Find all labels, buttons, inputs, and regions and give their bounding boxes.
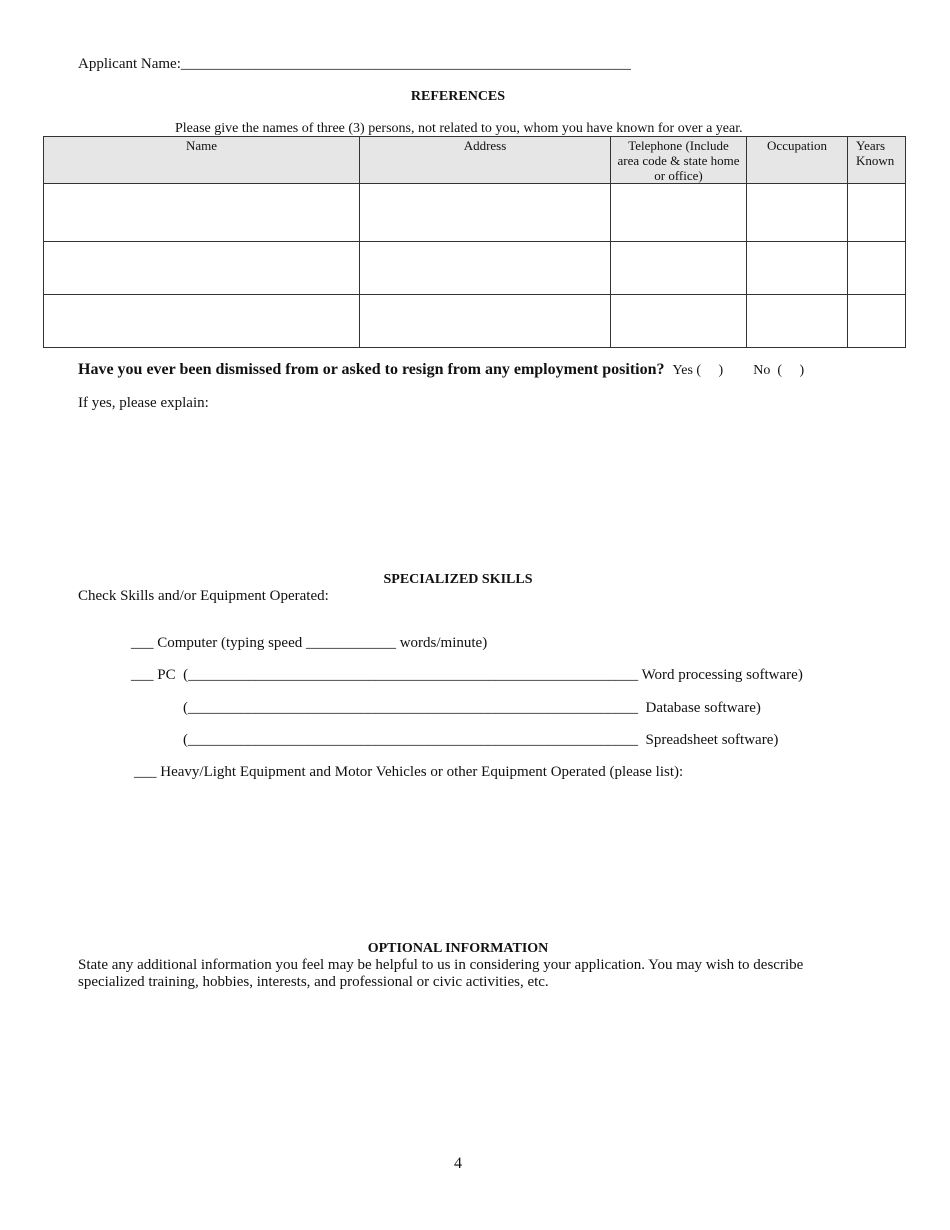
applicant-name-field[interactable]: ____________________________________________________________ [180, 56, 631, 72]
skill-database[interactable]: (____________________________________________________________ Database software) [183, 700, 761, 716]
reference-3-telephone-cell[interactable] [611, 295, 747, 348]
reference-2-address-cell[interactable] [360, 242, 611, 295]
reference-2-telephone-cell[interactable] [611, 242, 747, 295]
reference-1-name-cell[interactable] [44, 184, 360, 242]
applicant-name-label: Applicant Name: [78, 56, 181, 72]
column-header-telephone [611, 137, 747, 184]
reference-1-occupation-cell[interactable] [747, 184, 848, 242]
reference-1-address-cell[interactable] [360, 184, 611, 242]
references-header-row [44, 137, 906, 184]
applicant-name-row [78, 56, 631, 73]
skills-subheading: Check Skills and/or Equipment Operated: [78, 588, 329, 604]
column-header-address: Address [360, 137, 611, 184]
column-header-occupation: Occupation [747, 137, 848, 184]
reference-1-telephone-cell[interactable] [611, 184, 747, 242]
reference-3-occupation-cell[interactable] [747, 295, 848, 348]
table-row [44, 295, 906, 348]
dismissal-explain-area[interactable] [78, 418, 898, 558]
column-header-name: Name [44, 137, 360, 184]
table-row [44, 184, 906, 242]
skill-pc[interactable]: ___ PC (____________________________________________________________ Word processing software) [131, 667, 803, 683]
reference-3-years-cell[interactable] [848, 295, 906, 348]
reference-2-years-cell[interactable] [848, 242, 906, 295]
dismissal-yes-option[interactable]: Yes ( ) [672, 363, 724, 378]
references-instruction: Please give the names of three (3) persons, not related to you, whom you have known for over a year. [175, 121, 743, 136]
skill-spreadsheet[interactable]: (____________________________________________________________ Spreadsheet software) [183, 732, 779, 748]
table-row [44, 242, 906, 295]
references-heading: REFERENCES [410, 89, 506, 104]
reference-3-address-cell[interactable] [360, 295, 611, 348]
page-number: 4 [454, 1155, 462, 1172]
optional-heading: OPTIONAL INFORMATION [367, 941, 549, 956]
column-header-years-known: Years Known [848, 137, 906, 184]
reference-2-name-cell[interactable] [44, 242, 360, 295]
optional-body: State any additional information you feel may be helpful to us in considering your application. You may wish to describe specialized training, hobbies, interests, and professional or civic activities, etc. [78, 957, 804, 990]
references-table [43, 136, 906, 348]
skill-computer[interactable]: ___ Computer (typing speed ____________ words/minute) [131, 635, 488, 651]
skills-heading: SPECIALIZED SKILLS [383, 572, 533, 587]
skill-equipment[interactable]: ___ Heavy/Light Equipment and Motor Vehicles or other Equipment Operated (please list): [134, 764, 684, 780]
telephone-header-label: Telephone (Include area code & state home or office) [617, 138, 740, 183]
reference-1-years-cell[interactable] [848, 184, 906, 242]
dismissal-explain-label: If yes, please explain: [78, 395, 209, 411]
reference-2-occupation-cell[interactable] [747, 242, 848, 295]
dismissal-no-option[interactable]: No ( ) [753, 363, 805, 378]
dismissal-row [78, 361, 804, 379]
equipment-list-area[interactable] [134, 786, 894, 926]
optional-info-area[interactable] [78, 996, 898, 1136]
dismissal-question: Have you ever been dismissed from or asked to resign from any employment position? [78, 361, 665, 378]
reference-3-name-cell[interactable] [44, 295, 360, 348]
